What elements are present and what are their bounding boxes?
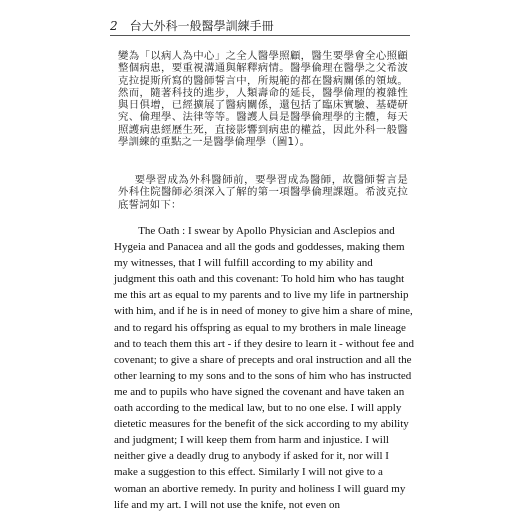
chinese-paragraph-1: [118, 50, 408, 148]
paragraph-text: 要學習成為外科醫師前，要學習成為醫師，故醫師誓言是外科住院醫師必須深入了解的第一項醫學倫理課題。希波克拉底誓詞如下：: [118, 174, 408, 211]
header-rule: [110, 35, 410, 36]
chinese-paragraph-2: [118, 174, 408, 211]
hippocratic-oath-text: [114, 223, 414, 513]
oath-paragraph: The Oath : I swear by Apollo Physician and Asclepios and Hygeia and Panacea and all the gods and goddesses, making them my witnesses, that I will fulfill according to my ability and judgment this oath and this covenant: To hold him who has taught me this art as equal to my parents and to live my life in partnership with him, and if he is in need of money to give him a share of mine, and to regard his offspring as equal to my brothers in male lineage and to teach them this art - if they desire to learn it - without fee and covenant; to give a share of precepts and oral instruction and all the other learning to my sons and to the sons of him who has instructed me and to pupils who have signed the covenant and have taken an oath according to the medical law, but to no one else. I will apply dietetic measures for the benefit of the sick according to my ability and judgment; I will keep them from harm and injustice. I will neither give a deadly drug to anybody if asked for it, nor will I make a suggestion to this effect. Similarly I will not give to a woman an abortive remedy. In purity and holiness I will guard my life and my art. I will not use the knife, not even on: [114, 225, 414, 511]
book-title: 台大外科一般醫學訓練手冊: [129, 19, 274, 33]
paragraph-text: 變為「以病人為中心」之全人醫學照顧，醫生要學會全心照顧整個病患，要重視溝通與解釋病情。醫學倫理在醫學之父希波克拉提斯所寫的醫師誓言中，所規範的都在醫病關係的領域。然而，隨著科技的進步，人類壽命的延長，醫學倫理的複雜性與日俱增，已經擴展了醫病關係，還包括了臨床實驗、基礎研究、倫理學、法律等等。醫護人員是醫學倫理學的主體，每天照護病患經歷生死，直接影響到病患的權益，因此外科一般醫學訓練的重點之一是醫學倫理學（圖1）。: [118, 50, 408, 149]
running-header: [110, 17, 410, 34]
page-number: 2: [110, 19, 118, 33]
